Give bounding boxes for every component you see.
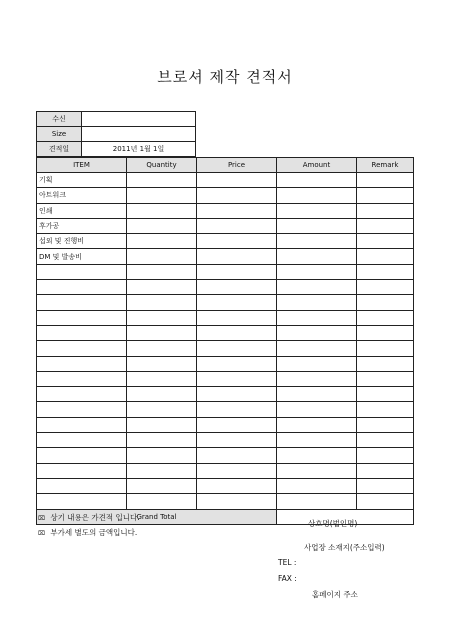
remark-cell [357, 280, 414, 295]
quantity-cell [127, 188, 197, 203]
item-cell [37, 417, 127, 432]
table-row [37, 478, 414, 493]
remark-cell [357, 264, 414, 279]
item-cell [37, 341, 127, 356]
table-row [37, 295, 414, 310]
amount-cell [277, 310, 357, 325]
quantity-cell [127, 371, 197, 386]
amount-cell [277, 356, 357, 371]
quantity-cell [127, 387, 197, 402]
table-row [37, 325, 414, 340]
price-cell [197, 371, 277, 386]
price-cell [197, 448, 277, 463]
company-address: 사업장 소재지(주소입력) [304, 543, 385, 552]
item-cell [37, 433, 127, 448]
item-cell [37, 264, 127, 279]
remark-cell [357, 402, 414, 417]
quantity-cell [127, 173, 197, 188]
price-cell [197, 218, 277, 233]
table-row [37, 188, 414, 203]
table-row [37, 249, 414, 264]
amount-cell [277, 341, 357, 356]
column-header-item: ITEM [37, 158, 127, 173]
amount-cell [277, 478, 357, 493]
price-cell [197, 433, 277, 448]
table-row [37, 218, 414, 233]
item-cell [37, 448, 127, 463]
table-row [37, 280, 414, 295]
company-name: 상호명(법인명) [308, 519, 358, 528]
info-row-date [37, 142, 196, 157]
amount-cell [277, 295, 357, 310]
quantity-cell [127, 356, 197, 371]
info-row-recipient [37, 112, 196, 127]
remark-cell [357, 448, 414, 463]
remark-cell [357, 203, 414, 218]
amount-cell [277, 234, 357, 249]
table-row [37, 310, 414, 325]
amount-cell [277, 264, 357, 279]
item-cell [37, 387, 127, 402]
remark-cell [357, 463, 414, 478]
column-header-remark: Remark [357, 158, 414, 173]
remark-cell [357, 173, 414, 188]
table-row [37, 264, 414, 279]
info-value [82, 127, 196, 142]
table-row [37, 463, 414, 478]
quantity-cell [127, 249, 197, 264]
amount-cell [277, 203, 357, 218]
price-cell [197, 280, 277, 295]
remark-cell [357, 325, 414, 340]
info-row-size [37, 127, 196, 142]
tel-label: TEL : [278, 558, 297, 567]
column-header-quantity: Quantity [127, 158, 197, 173]
quantity-cell [127, 463, 197, 478]
table-row [37, 371, 414, 386]
quantity-cell [127, 433, 197, 448]
remark-cell [357, 218, 414, 233]
quantity-cell [127, 478, 197, 493]
amount-cell [277, 494, 357, 509]
price-cell [197, 402, 277, 417]
amount-cell [277, 433, 357, 448]
homepage-address: 홈페이지 주소 [312, 590, 358, 599]
price-cell [197, 341, 277, 356]
item-cell [37, 325, 127, 340]
info-value [82, 112, 196, 127]
item-cell [37, 356, 127, 371]
info-table [36, 111, 196, 157]
quantity-cell [127, 280, 197, 295]
info-label: Size [37, 127, 82, 142]
table-row [37, 448, 414, 463]
note-text: 부가세 별도의 금액입니다. [50, 528, 138, 537]
item-cell [37, 478, 127, 493]
quantity-cell [127, 264, 197, 279]
table-row [37, 356, 414, 371]
item-cell [37, 494, 127, 509]
estimate-table [36, 157, 414, 525]
amount-cell [277, 402, 357, 417]
note-2 [38, 527, 137, 538]
amount-cell [277, 417, 357, 432]
remark-cell [357, 188, 414, 203]
quantity-cell [127, 448, 197, 463]
amount-cell [277, 173, 357, 188]
price-cell [197, 264, 277, 279]
price-cell [197, 203, 277, 218]
item-cell: 기획 [37, 173, 127, 188]
remark-cell [357, 310, 414, 325]
quantity-cell [127, 402, 197, 417]
price-cell [197, 295, 277, 310]
amount-cell [277, 188, 357, 203]
remark-cell [357, 341, 414, 356]
amount-cell [277, 448, 357, 463]
price-cell [197, 173, 277, 188]
item-cell [37, 371, 127, 386]
fax-label: FAX : [278, 574, 297, 583]
price-cell [197, 234, 277, 249]
remark-cell [357, 478, 414, 493]
price-cell [197, 387, 277, 402]
price-cell [197, 310, 277, 325]
amount-cell [277, 249, 357, 264]
table-row [37, 341, 414, 356]
quantity-cell [127, 494, 197, 509]
remark-cell [357, 433, 414, 448]
price-cell [197, 356, 277, 371]
item-cell: 인쇄 [37, 203, 127, 218]
item-cell: DM 및 발송비 [37, 249, 127, 264]
table-row [37, 203, 414, 218]
table-row [37, 173, 414, 188]
quantity-cell [127, 218, 197, 233]
x-box-icon: ⌧ [38, 530, 45, 537]
remark-cell [357, 234, 414, 249]
remark-cell [357, 249, 414, 264]
info-label: 견적일 [37, 142, 82, 157]
column-header-amount: Amount [277, 158, 357, 173]
item-cell [37, 310, 127, 325]
document-title: 브로셔 제작 견적서 [157, 68, 293, 86]
table-row [37, 494, 414, 509]
remark-cell [357, 295, 414, 310]
grand-total-label: Grand Total [37, 509, 277, 524]
amount-cell [277, 371, 357, 386]
item-cell [37, 295, 127, 310]
x-box-icon: ⌧ [38, 515, 45, 522]
table-header-row [37, 158, 414, 173]
quantity-cell [127, 310, 197, 325]
amount-cell [277, 387, 357, 402]
quantity-cell [127, 325, 197, 340]
amount-cell [277, 218, 357, 233]
info-label: 수신 [37, 112, 82, 127]
item-cell [37, 463, 127, 478]
table-row [37, 402, 414, 417]
item-cell: 섭외 및 진행비 [37, 234, 127, 249]
column-header-price: Price [197, 158, 277, 173]
quantity-cell [127, 203, 197, 218]
amount-cell [277, 463, 357, 478]
price-cell [197, 463, 277, 478]
price-cell [197, 478, 277, 493]
remark-cell [357, 356, 414, 371]
table-row [37, 387, 414, 402]
remark-cell [357, 494, 414, 509]
quantity-cell [127, 341, 197, 356]
item-cell [37, 280, 127, 295]
info-value: 2011년 1월 1일 [82, 142, 196, 157]
remark-cell [357, 417, 414, 432]
table-row [37, 433, 414, 448]
quantity-cell [127, 295, 197, 310]
price-cell [197, 325, 277, 340]
remark-cell [357, 371, 414, 386]
amount-cell [277, 280, 357, 295]
item-cell: 아트워크 [37, 188, 127, 203]
amount-cell [277, 325, 357, 340]
price-cell [197, 249, 277, 264]
quantity-cell [127, 417, 197, 432]
item-cell [37, 402, 127, 417]
quantity-cell [127, 234, 197, 249]
note-1 [38, 512, 140, 523]
price-cell [197, 188, 277, 203]
note-text: 상기 내용은 가견적 입니다. [50, 513, 140, 522]
table-row [37, 417, 414, 432]
price-cell [197, 494, 277, 509]
remark-cell [357, 387, 414, 402]
price-cell [197, 417, 277, 432]
table-row [37, 234, 414, 249]
item-cell: 후가공 [37, 218, 127, 233]
